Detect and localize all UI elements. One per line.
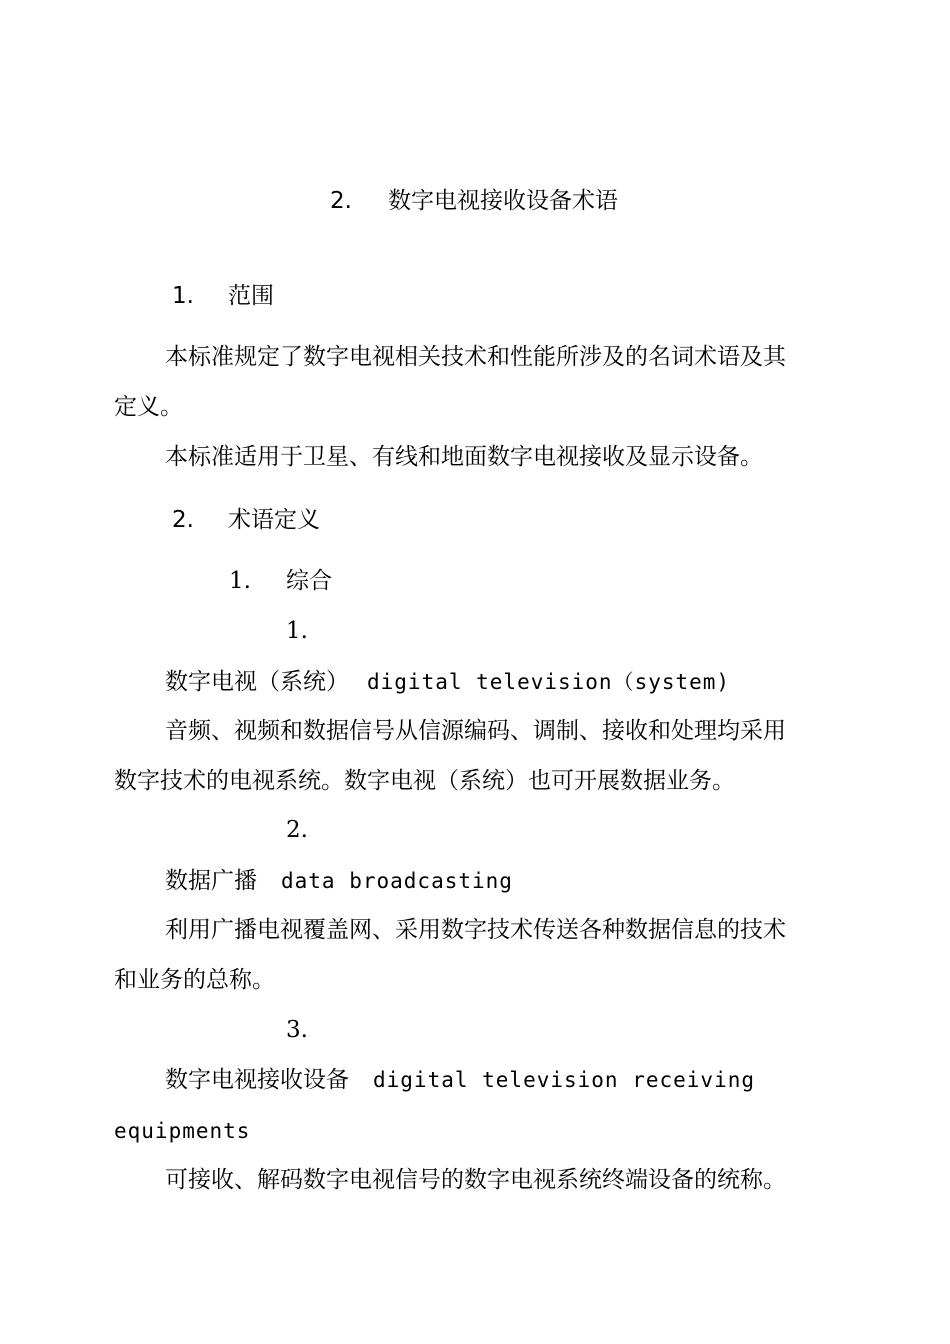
section-title: 范围 (228, 283, 274, 309)
paragraph-scope-line-2: 定义。 (114, 394, 183, 420)
document-title-text: 数字电视接收设备术语 (388, 188, 618, 214)
term-title (165, 1065, 755, 1095)
term-title-chinese: 数字电视接收设备 (165, 1067, 349, 1093)
term-definition-line-2: 数字技术的电视系统。数字电视（系统）也可开展数据业务。 (114, 768, 735, 794)
section-number: 1. (172, 283, 194, 309)
term-title-english: digital television receiving (373, 1068, 756, 1092)
term-definition-line-1: 利用广播电视覆盖网、采用数字技术传送各种数据信息的技术 (165, 917, 786, 943)
term-title-chinese: 数据广播 (165, 868, 257, 894)
term-definition-line-1: 可接收、解码数字电视信号的数字电视系统终端设备的统称。 (165, 1167, 786, 1193)
document-title-number: 2. (330, 188, 352, 214)
term-title-chinese: 数字电视（系统） (165, 669, 349, 695)
term-title (165, 667, 730, 697)
document-title (330, 186, 618, 216)
term-number: 2. (286, 817, 308, 843)
term-number: 3. (286, 1017, 308, 1043)
paragraph-scope-line-1: 本标准规定了数字电视相关技术和性能所涉及的名词术语及其 (165, 344, 786, 370)
term-number: 1. (286, 618, 308, 644)
section-heading-terms (172, 505, 320, 535)
section-number: 2. (172, 507, 194, 533)
subsection-number: 1. (229, 568, 251, 594)
term-title (165, 866, 513, 896)
subsection-heading-general (229, 566, 332, 596)
section-heading-scope (172, 281, 274, 311)
term-title-english: data broadcasting (281, 869, 513, 893)
subsection-title: 综合 (286, 568, 332, 594)
paragraph-applicability: 本标准适用于卫星、有线和地面数字电视接收及显示设备。 (165, 444, 763, 470)
term-definition-line-1: 音频、视频和数据信号从信源编码、调制、接收和处理均采用 (165, 718, 786, 744)
term-title-english-continued: equipments (114, 1119, 251, 1143)
section-title: 术语定义 (228, 507, 320, 533)
term-definition-line-2: 和业务的总称。 (114, 967, 275, 993)
term-title-english: digital television（system) (367, 670, 731, 694)
